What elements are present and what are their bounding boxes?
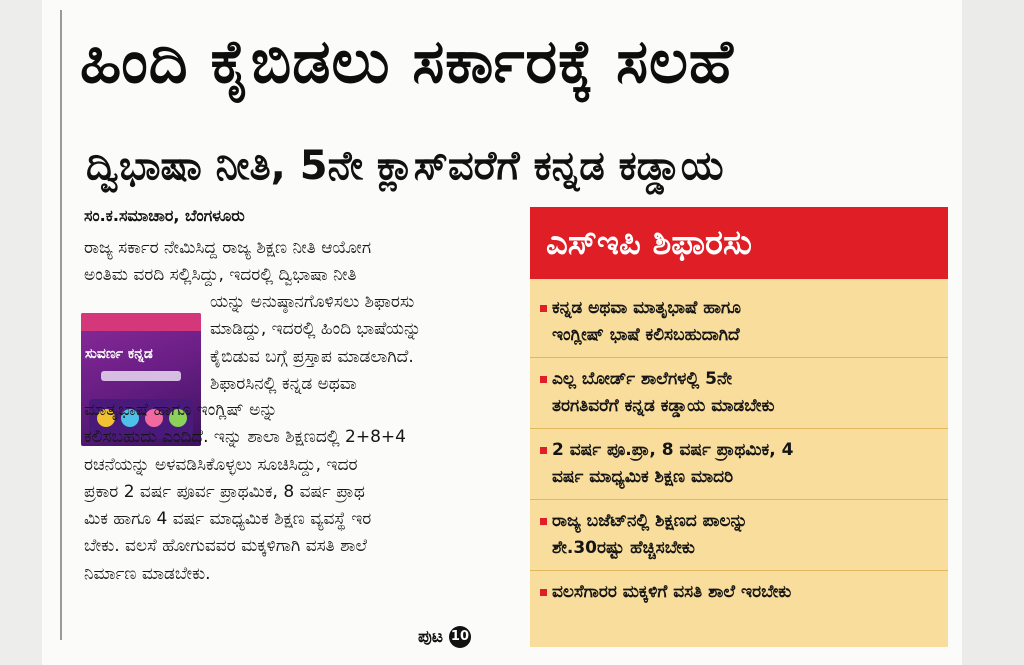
article-body-top (84, 235, 504, 290)
recommendation-item (530, 287, 948, 358)
recommendation-item (530, 571, 948, 614)
article-line: ಮಾಡಿದ್ದು, ಇದರಲ್ಲಿ ಹಿಂದಿ ಭಾಷೆಯನ್ನು (210, 319, 422, 340)
article-line: ಮಾತೃಭಾಷೆ ಹಾಗೂ ಇಂಗ್ಲಿಷ್ ಅನ್ನು (84, 400, 278, 420)
article-line: ರಾಜ್ಯ ಸರ್ಕಾರ ನೇಮಿಸಿದ್ದ ರಾಜ್ಯ ಶಿಕ್ಷಣ ನೀತಿ ಆಯೋಗ (84, 238, 372, 258)
article-line: ಅಂತಿಮ ವರದಿ ಸಲ್ಲಿಸಿದ್ದು, ಇದರಲ್ಲಿ ದ್ವಿಭಾಷಾ ನೀತಿ (84, 265, 357, 286)
square-bullet-icon (540, 518, 547, 525)
continued-on-page (418, 626, 471, 648)
photo-frame-left (0, 0, 42, 665)
recommendation-item (530, 429, 948, 500)
continued-label: ಪುಟ (418, 627, 443, 647)
recommendations-title: ಎಸ್‌ಇಪಿ ಶಿಫಾರಸು (530, 207, 948, 279)
article-line: ನಿರ್ಮಾಣ ಮಾಡಬೇಕು. (84, 563, 211, 584)
photo-frame-right (962, 0, 1024, 665)
recommendation-line: ರಾಜ್ಯ ಬಜೆಟ್‌ನಲ್ಲಿ ಶಿಕ್ಷಣದ ಪಾಲನ್ನು (552, 511, 748, 531)
article-body-bottom (84, 397, 504, 588)
column-rule (60, 10, 62, 640)
recommendation-line: ತರಗತಿವರೆಗೆ ಕನ್ನಡ ಕಡ್ಡಾಯ ಮಾಡಬೇಕು (552, 396, 775, 416)
recommendation-line: ವಲಸೆಗಾರರ ಮಕ್ಕಳಿಗೆ ವಸತಿ ಶಾಲೆ ಇರಬೇಕು (552, 582, 792, 602)
article-line: ಪ್ರಕಾರ 2 ವರ್ಷ ಪೂರ್ವ ಪ್ರಾಥಮಿಕ, 8 ವರ್ಷ ಪ್ರಾಥ (84, 481, 365, 502)
recommendation-line: ವರ್ಷ ಮಾಧ್ಯಮಿಕ ಶಿಕ್ಷಣ ಮಾದರಿ (552, 467, 734, 487)
square-bullet-icon (540, 589, 547, 596)
cover-stripe (81, 313, 201, 331)
square-bullet-icon (540, 376, 547, 383)
recommendation-line: ಎಲ್ಲ ಬೋರ್ಡ್ ಶಾಲೆಗಳಲ್ಲಿ 5ನೇ (552, 369, 733, 389)
subheadline: ದ್ವಿಭಾಷಾ ನೀತಿ, 5ನೇ ಕ್ಲಾಸ್‌ವರೆಗೆ ಕನ್ನಡ ಕಡ್ಡಾಯ (86, 143, 724, 189)
recommendation-line: ಇಂಗ್ಲೀಷ್ ಭಾಷೆ ಕಲಿಸಬಹುದಾಗಿದೆ (552, 325, 740, 345)
cover-title: ಸುವರ್ಣ ಕನ್ನಡ (85, 346, 153, 362)
recommendations-list (530, 287, 948, 614)
recommendations-box (530, 207, 948, 647)
article-line: ಶಿಫಾರಸಿನಲ್ಲಿ ಕನ್ನಡ ಅಥವಾ (210, 373, 357, 394)
article-line: ಮಿಕ ಹಾಗೂ 4 ವರ್ಷ ಮಾಧ್ಯಮಿಕ ಶಿಕ್ಷಣ ವ್ಯವಸ್ಥೆ ಇರ (84, 509, 372, 530)
recommendation-line: ಶೇ.30ರಷ್ಟು ಹೆಚ್ಚಿಸಬೇಕು (552, 538, 695, 558)
headline: ಹಿಂದಿ ಕೈಬಿಡಲು ಸರ್ಕಾರಕ್ಕೆ ಸಲಹೆ (80, 27, 734, 97)
square-bullet-icon (540, 447, 547, 454)
article-line: ರಚನೆಯನ್ನು ಅಳವಡಿಸಿಕೊಳ್ಳಲು ಸೂಚಿಸಿದ್ದು, ಇದರ (84, 454, 358, 475)
recommendation-item (530, 358, 948, 429)
recommendation-line: 2 ವರ್ಷ ಪೂ.ಪ್ರಾ, 8 ವರ್ಷ ಪ್ರಾಥಮಿಕ, 4 (552, 440, 794, 460)
continued-page-number: 10 (449, 626, 471, 648)
article-line: ಬೇಕು. ವಲಸೆ ಹೋಗುವವರ ಮಕ್ಕಳಿಗಾಗಿ ವಸತಿ ಶಾಲೆ (84, 536, 368, 557)
article-body-wrap (210, 289, 504, 398)
byline: ಸಂ.ಕ.ಸಮಾಚಾರ, ಬೆಂಗಳೂರು (84, 206, 245, 225)
recommendation-line: ಕನ್ನಡ ಅಥವಾ ಮಾತೃಭಾಷೆ ಹಾಗೂ (552, 298, 742, 318)
square-bullet-icon (540, 305, 547, 312)
article-line: ಕಲಿಸಬಹುದು ಎಂದಿದೆ. ಇನ್ನು ಶಾಲಾ ಶಿಕ್ಷಣದಲ್ಲಿ 2+8+4 (84, 427, 406, 448)
recommendation-item (530, 500, 948, 571)
cover-subtitle-bar (101, 371, 181, 381)
article-line: ಕೈಬಿಡುವ ಬಗ್ಗೆ ಪ್ರಸ್ತಾಪ ಮಾಡಲಾಗಿದೆ. (210, 346, 414, 367)
article-line: ಯನ್ನು ಅನುಷ್ಠಾನಗೊಳಿಸಲು ಶಿಫಾರಸು (210, 292, 415, 312)
